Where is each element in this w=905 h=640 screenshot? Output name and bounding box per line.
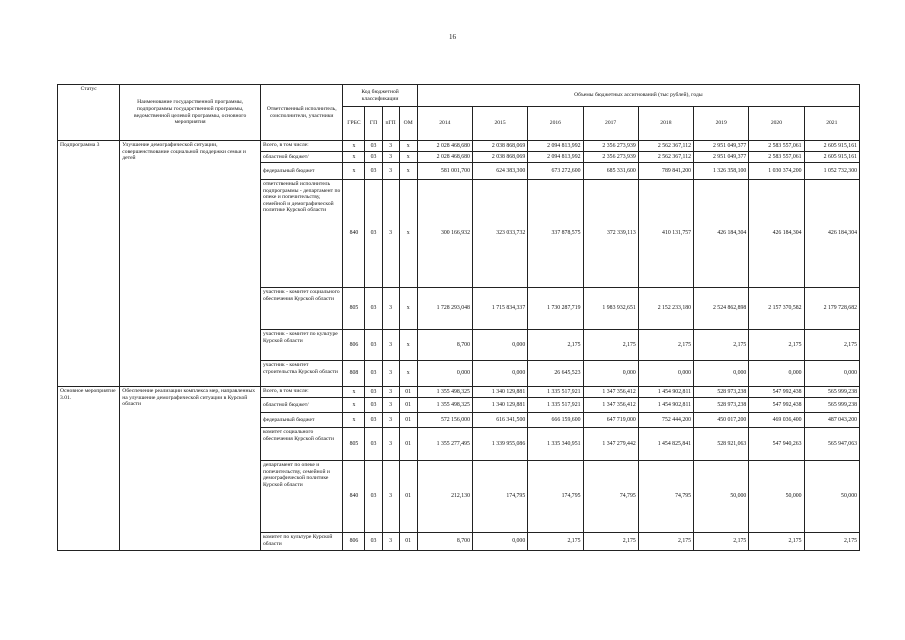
value-cell: 1 454 825,841 (638, 428, 693, 461)
value-cell: 174,795 (528, 461, 583, 533)
table-row (58, 387, 860, 398)
value-cell: 2,175 (638, 533, 693, 551)
code-cell: x (343, 163, 365, 180)
value-cell: 426 184,304 (694, 180, 749, 288)
status-cell: Основное мероприятие 3.01. (58, 387, 120, 551)
value-cell: 2 028 468,680 (417, 152, 472, 163)
value-cell: 2 094 813,992 (528, 152, 583, 163)
value-cell: 565 999,238 (804, 387, 859, 398)
header-year: 2021 (804, 107, 859, 141)
value-cell: 1 355 498,325 (417, 398, 472, 413)
value-cell: 0,000 (417, 361, 472, 387)
value-cell: 2,175 (804, 330, 859, 361)
value-cell: 1 335 340,951 (528, 428, 583, 461)
value-cell: 1 730 287,719 (528, 288, 583, 330)
executor-cell: комитет по культуре Курской области (260, 533, 342, 551)
code-cell: x (399, 288, 417, 330)
header-code-om: ОМ (399, 107, 417, 141)
table-row (58, 141, 860, 152)
value-cell: 1 340 129,881 (472, 387, 527, 398)
code-cell: 03 (365, 288, 382, 330)
code-cell: 805 (343, 428, 365, 461)
code-cell: 03 (365, 141, 382, 152)
executor-cell: областной бюджет/ (260, 398, 342, 413)
value-cell: 0,000 (749, 361, 804, 387)
value-cell: 8,700 (417, 330, 472, 361)
value-cell: 1 335 517,921 (528, 387, 583, 398)
value-cell: 450 017,200 (694, 413, 749, 428)
code-cell: 3 (382, 413, 399, 428)
value-cell: 469 036,400 (749, 413, 804, 428)
header-code-grbs: ГРБС (343, 107, 365, 141)
code-cell: 3 (382, 288, 399, 330)
code-cell: x (399, 180, 417, 288)
page-number: 16 (449, 33, 456, 41)
executor-cell: департамент по опеке и попечительству, семейной и демографической политике Курской области (260, 461, 342, 533)
value-cell: 2 562 367,112 (638, 141, 693, 152)
value-cell: 1 335 517,921 (528, 398, 583, 413)
value-cell: 426 184,304 (749, 180, 804, 288)
code-cell: 3 (382, 533, 399, 551)
value-cell: 528 921,063 (694, 428, 749, 461)
executor-cell: комитет социального обеспечения Курской области (260, 428, 342, 461)
value-cell: 2 179 728,682 (804, 288, 859, 330)
value-cell: 0,000 (472, 533, 527, 551)
header-year: 2016 (528, 107, 583, 141)
code-cell: 3 (382, 330, 399, 361)
code-cell: 03 (365, 413, 382, 428)
value-cell: 1 355 498,325 (417, 387, 472, 398)
code-cell: x (399, 330, 417, 361)
value-cell: 212,130 (417, 461, 472, 533)
value-cell: 1 347 356,412 (583, 398, 638, 413)
code-cell: 03 (365, 461, 382, 533)
value-cell: 50,000 (749, 461, 804, 533)
value-cell: 2,175 (583, 533, 638, 551)
code-cell: 01 (399, 387, 417, 398)
header-name: Наименование государственной программы, подпрограммы государственной программы, ведомственной целевой программы, основного мероприятия (120, 85, 261, 141)
code-cell: 3 (382, 387, 399, 398)
executor-cell: федеральный бюджет (260, 163, 342, 180)
executor-cell: участник - комитет по культуре Курской области (260, 330, 342, 361)
value-cell: 1 983 932,651 (583, 288, 638, 330)
code-cell: 03 (365, 180, 382, 288)
value-cell: 1 347 356,412 (583, 387, 638, 398)
code-cell: 840 (343, 180, 365, 288)
code-cell: x (343, 387, 365, 398)
code-cell: 3 (382, 398, 399, 413)
header-year: 2019 (694, 107, 749, 141)
code-cell: 01 (399, 413, 417, 428)
value-cell: 0,000 (472, 330, 527, 361)
header-code-gp: ГП (365, 107, 382, 141)
value-cell: 372 339,113 (583, 180, 638, 288)
header-year: 2020 (749, 107, 804, 141)
value-cell: 1 326 358,100 (694, 163, 749, 180)
executor-cell: участник - комитет строительства Курской области (260, 361, 342, 387)
value-cell: 2,175 (749, 533, 804, 551)
code-cell: x (343, 152, 365, 163)
code-cell: 03 (365, 428, 382, 461)
value-cell: 565 999,238 (804, 398, 859, 413)
budget-table (57, 84, 860, 551)
code-cell: 03 (365, 398, 382, 413)
status-cell: Подпрограмма 3 (58, 141, 120, 387)
value-cell: 2,175 (528, 330, 583, 361)
executor-cell: федеральный бюджет (260, 413, 342, 428)
value-cell: 74,795 (638, 461, 693, 533)
value-cell: 2 605 915,161 (804, 152, 859, 163)
value-cell: 487 043,200 (804, 413, 859, 428)
code-cell: 03 (365, 361, 382, 387)
code-cell: 03 (365, 387, 382, 398)
code-cell: 03 (365, 533, 382, 551)
code-cell: 3 (382, 361, 399, 387)
code-cell: x (343, 413, 365, 428)
code-cell: 03 (365, 163, 382, 180)
value-cell: 2,175 (638, 330, 693, 361)
code-cell: 806 (343, 533, 365, 551)
value-cell: 547 992,438 (749, 398, 804, 413)
value-cell: 0,000 (694, 361, 749, 387)
code-cell: x (399, 152, 417, 163)
value-cell: 26 645,523 (528, 361, 583, 387)
value-cell: 1 052 732,300 (804, 163, 859, 180)
header-budget-code: Код бюджетной классификации (343, 85, 417, 107)
executor-cell: ответственный исполнитель подпрограммы - департамент по опеке и попечительству, семейной и демографической политике Курской области (260, 180, 342, 288)
code-cell: 03 (365, 152, 382, 163)
code-cell: 01 (399, 461, 417, 533)
value-cell: 2,175 (694, 330, 749, 361)
header-executor: Ответственный исполнитель, соисполнители, участники (260, 85, 342, 141)
value-cell: 572 156,000 (417, 413, 472, 428)
header-year: 2014 (417, 107, 472, 141)
value-cell: 2 562 367,112 (638, 152, 693, 163)
value-cell: 0,000 (583, 361, 638, 387)
value-cell: 2 038 868,069 (472, 152, 527, 163)
code-cell: x (399, 361, 417, 387)
value-cell: 0,000 (472, 361, 527, 387)
value-cell: 300 166,932 (417, 180, 472, 288)
value-cell: 174,795 (472, 461, 527, 533)
value-cell: 0,000 (804, 361, 859, 387)
value-cell: 565 947,063 (804, 428, 859, 461)
value-cell: 2 524 862,898 (694, 288, 749, 330)
code-cell: x (343, 398, 365, 413)
value-cell: 1 339 955,086 (472, 428, 527, 461)
value-cell: 2 028 468,680 (417, 141, 472, 152)
code-cell: 3 (382, 428, 399, 461)
value-cell: 528 973,238 (694, 398, 749, 413)
executor-cell: Всего, в том числе: (260, 141, 342, 152)
value-cell: 581 001,700 (417, 163, 472, 180)
value-cell: 426 184,304 (804, 180, 859, 288)
value-cell: 0,000 (638, 361, 693, 387)
value-cell: 547 992,438 (749, 387, 804, 398)
value-cell: 1 454 902,811 (638, 398, 693, 413)
value-cell: 1 030 374,200 (749, 163, 804, 180)
code-cell: x (399, 141, 417, 152)
executor-cell: Всего, в том числе: (260, 387, 342, 398)
value-cell: 2 094 813,992 (528, 141, 583, 152)
header-year: 2015 (472, 107, 527, 141)
value-cell: 1 728 293,048 (417, 288, 472, 330)
value-cell: 2 157 370,582 (749, 288, 804, 330)
value-cell: 647 719,000 (583, 413, 638, 428)
name-cell: Улучшение демографической ситуации, совершенствование социальной поддержки семьи и детей (120, 141, 261, 387)
table-body (58, 141, 860, 551)
table-header (58, 85, 860, 141)
code-cell: 806 (343, 330, 365, 361)
value-cell: 624 383,300 (472, 163, 527, 180)
value-cell: 2,175 (583, 330, 638, 361)
executor-cell: участник - комитет социального обеспечения Курской области (260, 288, 342, 330)
value-cell: 2 356 273,939 (583, 152, 638, 163)
value-cell: 2 583 557,061 (749, 152, 804, 163)
header-status: Статус (58, 85, 120, 141)
code-cell: 3 (382, 180, 399, 288)
code-cell: 3 (382, 141, 399, 152)
value-cell: 2,175 (804, 533, 859, 551)
value-cell: 1 355 277,495 (417, 428, 472, 461)
value-cell: 2 038 868,069 (472, 141, 527, 152)
value-cell: 2 152 233,180 (638, 288, 693, 330)
value-cell: 323 033,732 (472, 180, 527, 288)
code-cell: 01 (399, 398, 417, 413)
value-cell: 2,175 (749, 330, 804, 361)
header-code-pgp: пГП (382, 107, 399, 141)
value-cell: 2 951 049,377 (694, 152, 749, 163)
value-cell: 2 605 915,161 (804, 141, 859, 152)
value-cell: 50,000 (694, 461, 749, 533)
value-cell: 2 583 557,061 (749, 141, 804, 152)
code-cell: 808 (343, 361, 365, 387)
value-cell: 1 347 279,442 (583, 428, 638, 461)
code-cell: 3 (382, 461, 399, 533)
code-cell: 805 (343, 288, 365, 330)
value-cell: 547 940,263 (749, 428, 804, 461)
value-cell: 685 331,600 (583, 163, 638, 180)
header-volumes: Объемы бюджетных ассигнований (тыс рублей), годы (417, 85, 859, 107)
executor-cell: областной бюджет/ (260, 152, 342, 163)
code-cell: 03 (365, 330, 382, 361)
value-cell: 528 973,238 (694, 387, 749, 398)
value-cell: 1 454 902,811 (638, 387, 693, 398)
value-cell: 337 878,575 (528, 180, 583, 288)
value-cell: 410 131,757 (638, 180, 693, 288)
value-cell: 789 841,200 (638, 163, 693, 180)
value-cell: 2,175 (694, 533, 749, 551)
value-cell: 2,175 (528, 533, 583, 551)
value-cell: 616 341,500 (472, 413, 527, 428)
value-cell: 673 272,600 (528, 163, 583, 180)
value-cell: 666 159,600 (528, 413, 583, 428)
value-cell: 2 356 273,939 (583, 141, 638, 152)
value-cell: 2 951 049,377 (694, 141, 749, 152)
code-cell: x (343, 141, 365, 152)
code-cell: 01 (399, 428, 417, 461)
code-cell: 840 (343, 461, 365, 533)
code-cell: 01 (399, 533, 417, 551)
code-cell: x (399, 163, 417, 180)
value-cell: 1 715 834,337 (472, 288, 527, 330)
value-cell: 74,795 (583, 461, 638, 533)
header-year: 2018 (638, 107, 693, 141)
value-cell: 8,700 (417, 533, 472, 551)
value-cell: 752 444,200 (638, 413, 693, 428)
header-year: 2017 (583, 107, 638, 141)
value-cell: 50,000 (804, 461, 859, 533)
code-cell: 3 (382, 152, 399, 163)
name-cell: Обеспечение реализации комплекса мер, направленных на улучшение демографической ситуации в Курской области (120, 387, 261, 551)
code-cell: 3 (382, 163, 399, 180)
value-cell: 1 340 129,881 (472, 398, 527, 413)
